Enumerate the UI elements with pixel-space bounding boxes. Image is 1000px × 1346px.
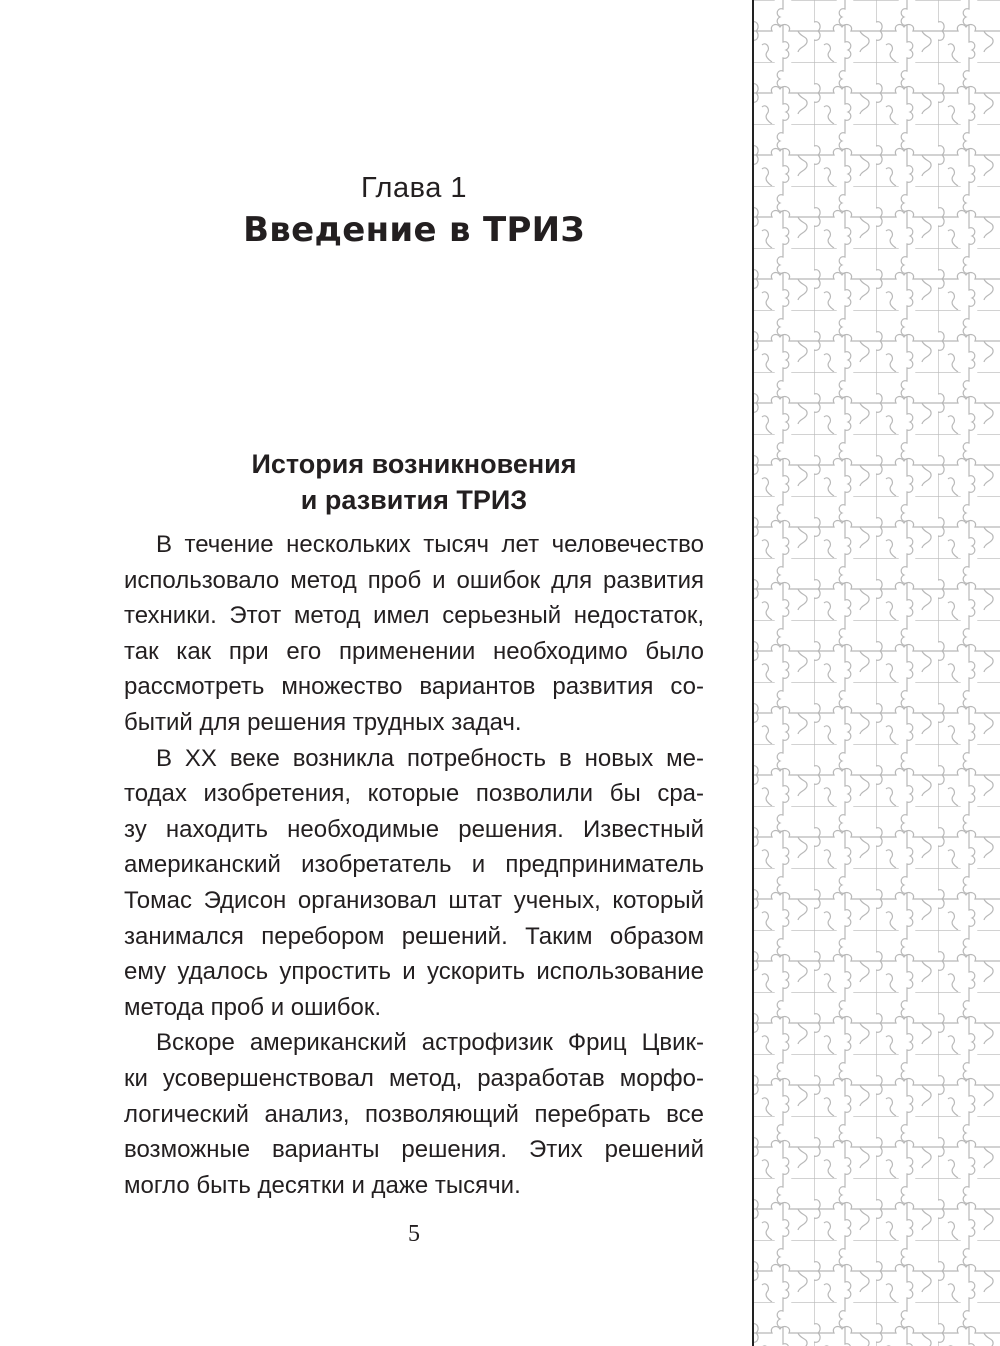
chapter-label: Глава 1 <box>360 172 468 204</box>
text-column <box>124 0 704 1346</box>
paragraph <box>124 1025 704 1203</box>
text-line: возможные варианты решения. Этих решений <box>124 1136 704 1164</box>
text-line: техники. Этот метод имел серьезный недостаток, <box>124 602 704 630</box>
text-line: В XX веке возникла потребность в новых ме- <box>156 744 704 772</box>
text-line: могло быть десятки и даже тысячи. <box>124 1171 521 1199</box>
chapter-title: Введение в ТРИЗ <box>243 210 585 250</box>
text-line: использовало метод проб и ошибок для развития <box>124 566 704 594</box>
text-line: рассмотреть множество вариантов развития со- <box>124 673 704 701</box>
paragraph <box>124 527 704 741</box>
page-number: 5 <box>408 1221 420 1247</box>
section-heading-line: История возникновения <box>251 449 577 479</box>
text-line: американский изобретатель и предприниматель <box>124 851 704 879</box>
text-line: Томас Эдисон организовал штат ученых, который <box>124 886 704 914</box>
text-line: ему удалось упростить и ускорить использование <box>124 958 704 986</box>
text-line: так как при его применении необходимо было <box>124 637 704 665</box>
text-line: логический анализ, позволяющий перебрать все <box>124 1100 704 1128</box>
puzzle-pattern-panel <box>752 0 1000 1346</box>
body-text <box>124 527 704 1203</box>
jigsaw-puzzle-icon <box>752 0 1000 1346</box>
text-line: зу находить необходимые решения. Известный <box>124 815 704 843</box>
section-heading-line: и развития ТРИЗ <box>300 485 528 515</box>
text-line: В течение нескольких тысяч лет человечество <box>156 531 704 558</box>
text-line: ки усовершенствовал метод, разработав морфо- <box>124 1064 704 1092</box>
text-line: тодах изобретения, которые позволили бы сра- <box>124 780 704 808</box>
text-line: Вскоре американский астрофизик Фриц Цвик- <box>156 1029 704 1057</box>
section-heading <box>124 446 704 518</box>
paragraph <box>124 741 704 1026</box>
text-line: метода проб и ошибок. <box>124 993 382 1021</box>
text-line: бытий для решения трудных задач. <box>124 708 522 736</box>
text-line: занимался перебором решений. Таким образом <box>124 922 704 950</box>
panel-border <box>752 0 754 1346</box>
